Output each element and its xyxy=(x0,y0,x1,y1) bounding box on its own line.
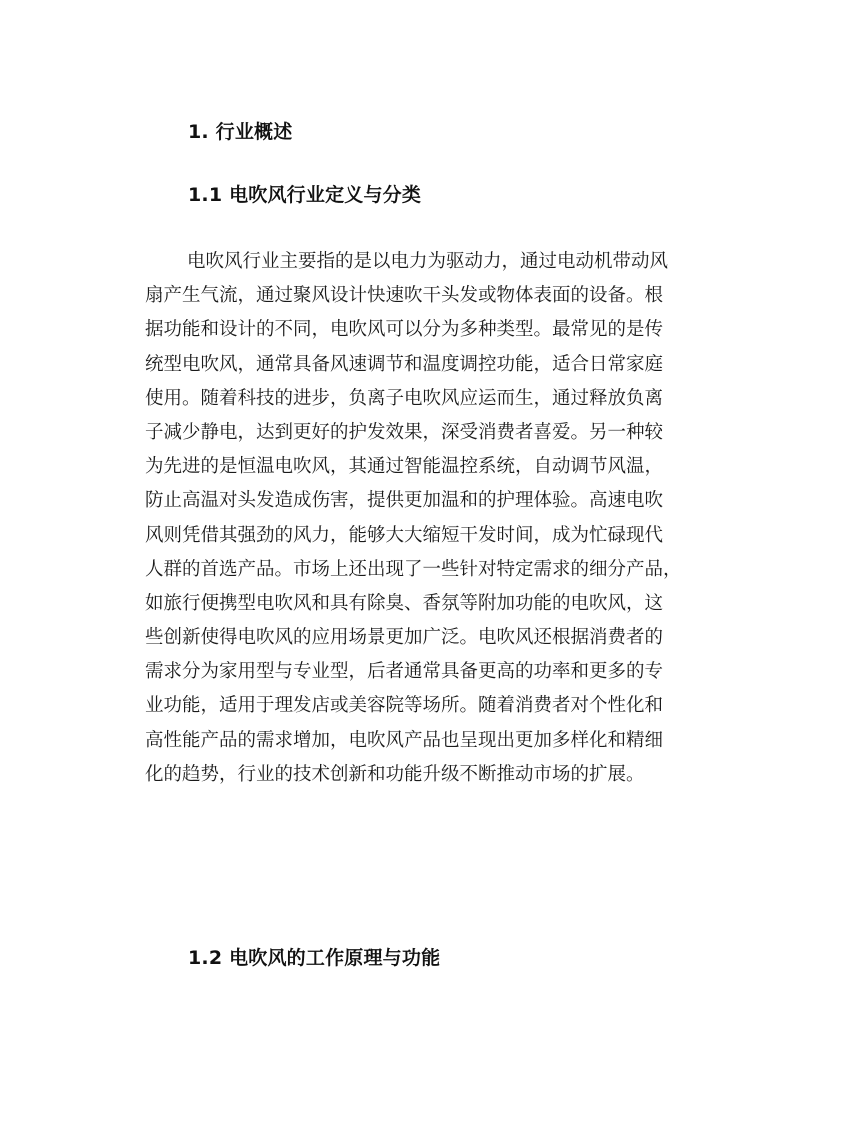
paragraph-line: 使用。随着科技的进步，负离子电吹风应运而生，通过释放负离 xyxy=(145,387,664,409)
paragraph-line: 化的趋势，行业的技术创新和功能升级不断推动市场的扩展。 xyxy=(145,763,645,785)
paragraph-line: 子减少静电，达到更好的护发效果，深受消费者喜爱。另一种较 xyxy=(145,421,664,443)
section-heading-1-1: 1.1 电吹风行业定义与分类 xyxy=(188,184,422,206)
paragraph-line: 需求分为家用型与专业型，后者通常具备更高的功率和更多的专 xyxy=(145,661,664,683)
paragraph-line: 人群的首选产品。市场上还出现了一些针对特定需求的细分产品， xyxy=(145,558,682,580)
paragraph-line: 风则凭借其强劲的风力，能够大大缩短干发时间，成为忙碌现代 xyxy=(145,524,664,546)
chapter-heading: 1. 行业概述 xyxy=(188,121,293,143)
paragraph-line: 为先进的是恒温电吹风，其通过智能温控系统，自动调节风温， xyxy=(145,456,664,478)
paragraph-line: 扇产生气流，通过聚风设计快速吹干头发或物体表面的设备。根 xyxy=(145,285,664,307)
body-paragraph xyxy=(145,245,705,792)
paragraph-line: 据功能和设计的不同，电吹风可以分为多种类型。最常见的是传 xyxy=(145,319,664,341)
paragraph-line: 业功能，适用于理发店或美容院等场所。随着消费者对个性化和 xyxy=(145,695,664,717)
paragraph-line: 统型电吹风，通常具备风速调节和温度调控功能，适合日常家庭 xyxy=(145,353,664,375)
paragraph-line: 如旅行便携型电吹风和具有除臭、香氛等附加功能的电吹风，这 xyxy=(145,592,664,614)
paragraph-line: 防止高温对头发造成伤害，提供更加温和的护理体验。高速电吹 xyxy=(145,490,664,512)
paragraph-line: 高性能产品的需求增加，电吹风产品也呈现出更加多样化和精细 xyxy=(145,729,664,751)
paragraph-line: 电吹风行业主要指的是以电力为驱动力，通过电动机带动风 xyxy=(187,251,669,272)
section-heading-1-2: 1.2 电吹风的工作原理与功能 xyxy=(188,947,441,969)
paragraph-line: 些创新使得电吹风的应用场景更加广泛。电吹风还根据消费者的 xyxy=(145,627,664,649)
